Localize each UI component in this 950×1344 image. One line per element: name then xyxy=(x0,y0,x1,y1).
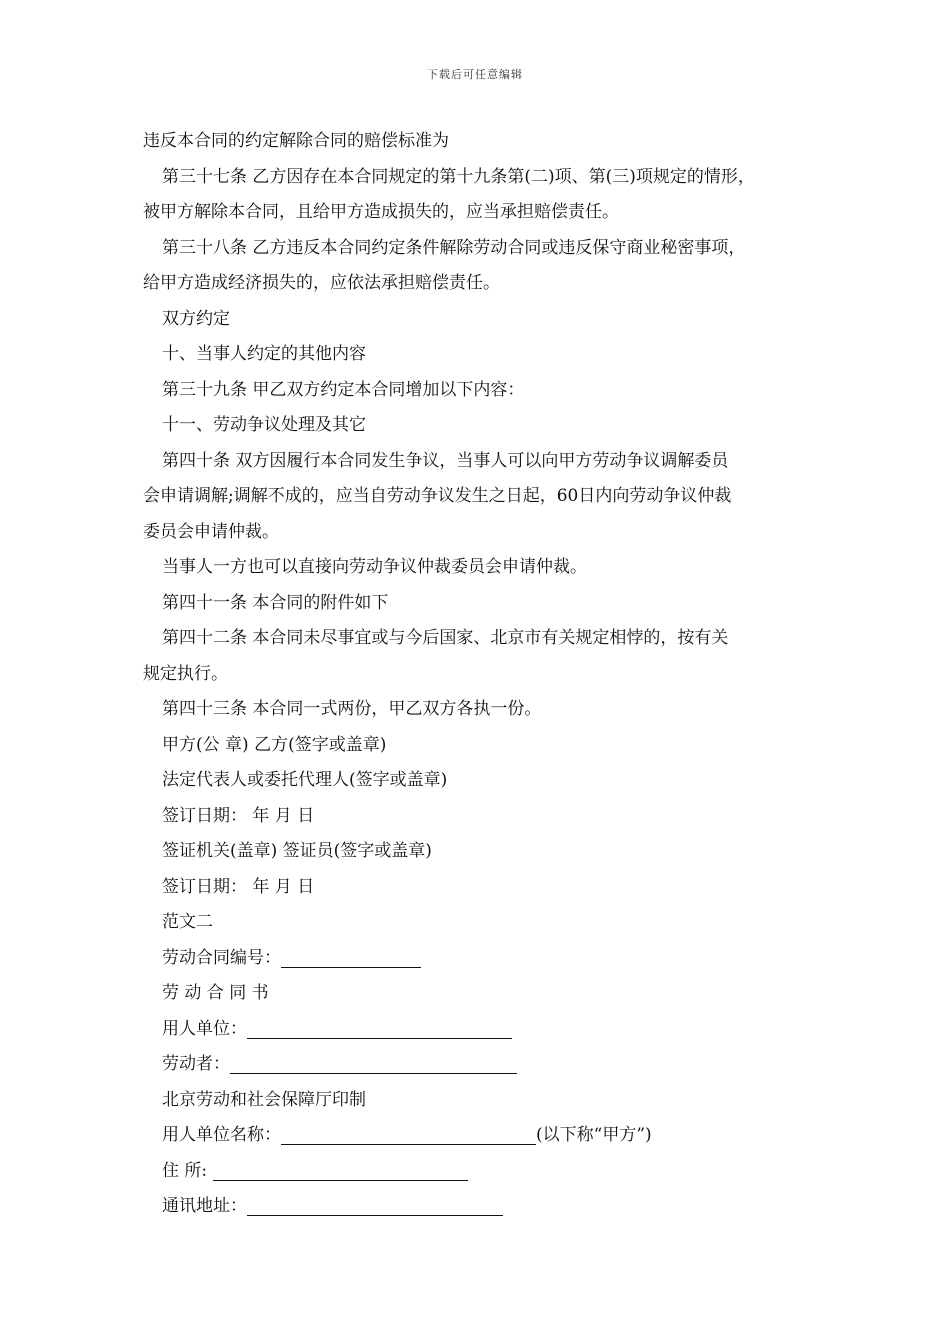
document-body xyxy=(143,124,823,1225)
worker-field xyxy=(143,1047,823,1083)
paragraph: 违反本合同的约定解除合同的赔偿标准为 xyxy=(143,131,449,151)
mailing-address-field xyxy=(143,1189,823,1225)
field-label: 用人单位名称： xyxy=(162,1125,281,1145)
article-37-line2: 被甲方解除本合同，且给甲方造成损失的，应当承担赔偿责任。 xyxy=(143,202,619,222)
section-heading: 十、当事人约定的其他内容 xyxy=(162,344,366,364)
article-40-line1: 第四十条 双方因履行本合同发生争议，当事人可以向甲方劳动争议调解委员 xyxy=(162,450,729,471)
signature-line: 签证机关(盖章) 签证员(签字或盖章) xyxy=(162,841,432,861)
field-label: 用人单位： xyxy=(162,1018,247,1039)
article-41: 第四十一条 本合同的附件如下 xyxy=(162,592,389,613)
article-37-line1: 第三十七条 乙方因存在本合同规定的第十九条第(二)项、第(三)项规定的情形， xyxy=(162,166,755,187)
page-header: 下载后可任意编辑 xyxy=(427,68,523,81)
date-line: 签订日期： 年 月 日 xyxy=(162,876,315,897)
signature-line: 法定代表人或委托代理人(签字或盖章) xyxy=(162,770,448,790)
article-43: 第四十三条 本合同一式两份，甲乙双方各执一份。 xyxy=(162,699,542,719)
blank-line xyxy=(247,1018,512,1039)
blank-line xyxy=(281,947,421,968)
article-40-line2: 会申请调解;调解不成的，应当自劳动争议发生之日起，60日内向劳动争议仲裁 xyxy=(143,486,732,506)
contract-number-field xyxy=(143,941,823,977)
blank-line xyxy=(247,1195,503,1216)
article-42-line2: 规定执行。 xyxy=(143,663,228,684)
blank-line xyxy=(281,1124,536,1145)
section-heading: 范文二 xyxy=(162,912,213,932)
article-42-line1: 第四十二条 本合同未尽事宜或与今后国家、北京市有关规定相悖的，按有关 xyxy=(162,628,729,648)
date-line: 签订日期： 年 月 日 xyxy=(162,805,315,826)
signature-line: 甲方(公 章) 乙方(签字或盖章) xyxy=(162,734,387,755)
article-38-line1: 第三十八条 乙方违反本合同约定条件解除劳动合同或违反保守商业秘密事项， xyxy=(162,237,746,258)
employer-name-field xyxy=(143,1118,823,1154)
field-label: 通讯地址： xyxy=(162,1196,247,1216)
blank-line xyxy=(213,1160,468,1181)
address-field xyxy=(143,1154,823,1190)
field-label: 劳动者： xyxy=(162,1054,230,1074)
article-39: 第三十九条 甲乙双方约定本合同增加以下内容： xyxy=(162,379,525,400)
article-38-line2: 给甲方造成经济损失的，应依法承担赔偿责任。 xyxy=(143,273,500,293)
blank-line xyxy=(230,1053,517,1074)
article-40-line3: 委员会申请仲裁。 xyxy=(143,521,279,542)
field-suffix: (以下称“甲方”) xyxy=(536,1125,652,1145)
paragraph: 当事人一方也可以直接向劳动争议仲裁委员会申请仲裁。 xyxy=(162,557,587,577)
field-label: 住 所: xyxy=(162,1160,208,1181)
document-title: 劳 动 合 同 书 xyxy=(162,983,269,1003)
field-label: 劳动合同编号： xyxy=(162,947,281,968)
paragraph: 北京劳动和社会保障厅印制 xyxy=(162,1089,366,1110)
employer-field xyxy=(143,1012,823,1048)
section-heading: 十一、劳动争议处理及其它 xyxy=(162,415,366,435)
section-label: 双方约定 xyxy=(162,308,230,329)
